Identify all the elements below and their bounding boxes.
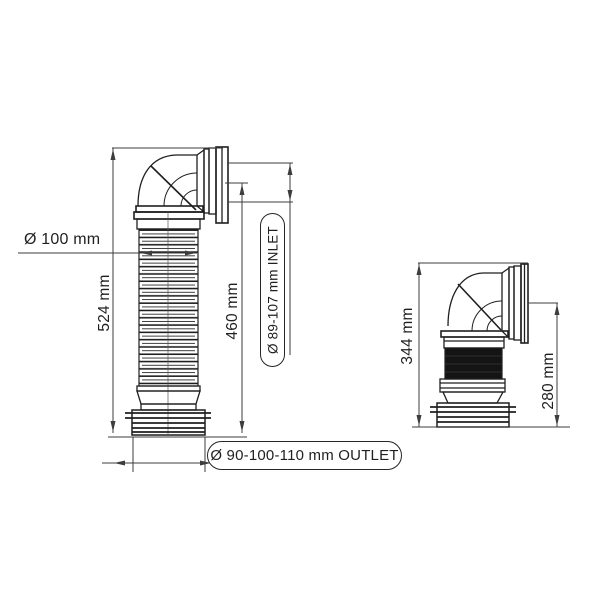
inlet-spec-text: Ø 89-107 mm INLET xyxy=(265,226,280,354)
bellows-compressed xyxy=(445,348,502,379)
outlet-tail-compressed xyxy=(440,379,505,403)
total-height-label-compressed: 344 mm xyxy=(399,307,416,365)
elbow-extended xyxy=(138,155,197,210)
outlet-fins-compressed xyxy=(430,403,516,427)
pipe-diameter-label: Ø 100 mm xyxy=(24,231,101,248)
total-height-label-extended: 524 mm xyxy=(96,274,113,332)
elbow-compressed xyxy=(448,273,502,331)
elbow-flange-extended xyxy=(134,206,204,229)
outlet-fins-extended xyxy=(125,410,211,435)
outlet-axis-height-label-compressed: 280 mm xyxy=(540,352,557,410)
outlet-spec-pill xyxy=(207,441,402,470)
figure-extended-geometry xyxy=(125,147,228,435)
figure-compressed-geometry xyxy=(430,264,528,427)
outlet-tail-extended xyxy=(137,386,200,410)
outlet-spec-text: Ø 90-100-110 mm OUTLET xyxy=(210,447,399,464)
elbow-flange-compressed xyxy=(441,331,508,348)
inlet-axis-height-label-extended: 460 mm xyxy=(224,282,241,340)
bellows-extended xyxy=(139,212,198,434)
inlet-spec-pill xyxy=(260,213,285,367)
